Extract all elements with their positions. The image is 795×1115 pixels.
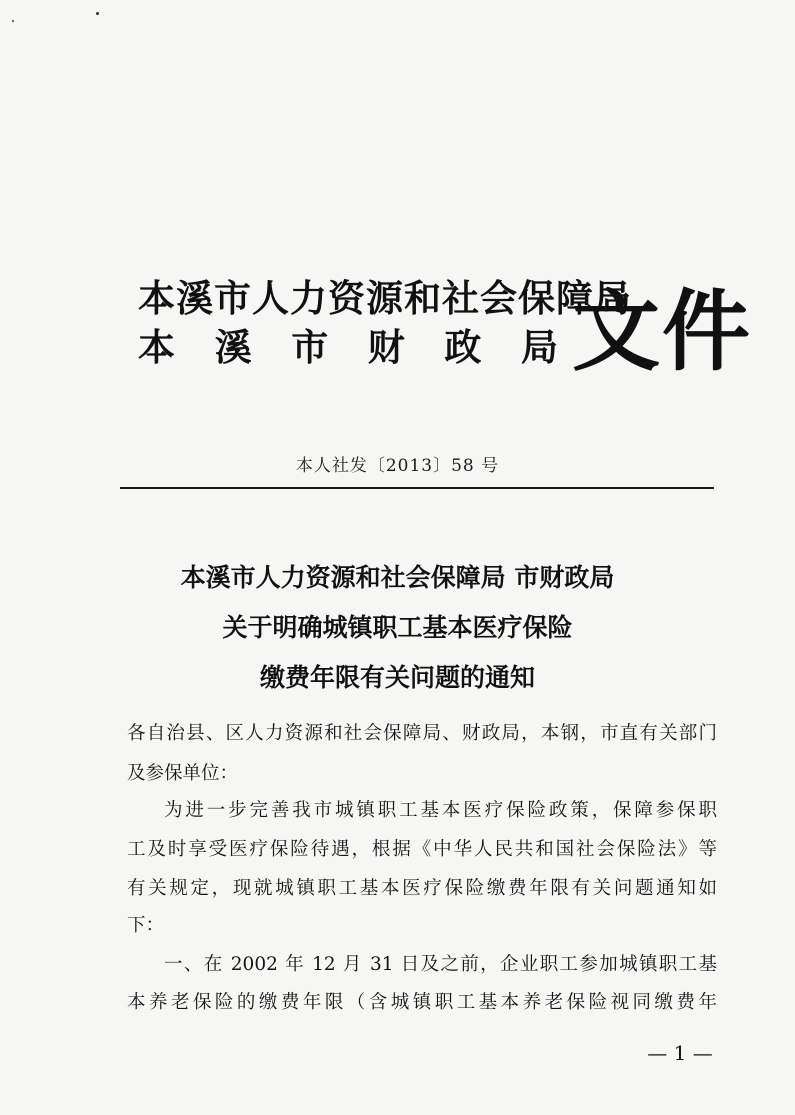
paragraph-1-line-1: 为进一步完善我市城镇职工基本医疗保险政策，保障参保职 bbox=[164, 800, 717, 821]
paragraph-1-line-4: 下： bbox=[127, 915, 165, 936]
addressee-line-2: 及参保单位： bbox=[127, 763, 239, 784]
header-divider bbox=[120, 487, 714, 489]
issuer-char: 本 bbox=[138, 326, 175, 369]
issuer-line-2 bbox=[138, 328, 558, 368]
document-word: 文件 bbox=[572, 279, 753, 383]
issuer-char: 局 bbox=[520, 326, 558, 369]
page-number: — 1 — bbox=[647, 1041, 713, 1065]
issuer-char: 财 bbox=[367, 326, 405, 369]
scan-speck bbox=[96, 12, 99, 15]
document-number: 本人社发〔2013〕58 号 bbox=[295, 456, 500, 476]
paragraph-2-line-2: 本养老保险的缴费年限（含城镇职工基本养老保险视同缴费年 bbox=[127, 992, 717, 1013]
paragraph-1-line-3: 有关规定，现就城镇职工基本医疗保险缴费年限有关问题通知如 bbox=[127, 878, 717, 899]
paragraph-2-line-1: 一、在 2002 年 12 月 31 日及之前，企业职工参加城镇职工基 bbox=[164, 954, 717, 975]
issuer-line-1: 本溪市人力资源和社会保障局 bbox=[138, 277, 632, 320]
scan-speck bbox=[12, 20, 14, 22]
title-line-2: 关于明确城镇职工基本医疗保险 bbox=[222, 613, 573, 642]
addressee-line-1: 各自治县、区人力资源和社会保障局、财政局，本钢，市直有关部门 bbox=[127, 723, 717, 744]
paragraph-1-line-2: 工及时享受医疗保险待遇，根据《中华人民共和国社会保险法》等 bbox=[127, 839, 717, 860]
title-line-1: 本溪市人力资源和社会保障局 市财政局 bbox=[180, 563, 615, 592]
issuer-char: 政 bbox=[444, 326, 482, 369]
issuer-char: 市 bbox=[291, 326, 329, 369]
title-line-3: 缴费年限有关问题的通知 bbox=[259, 663, 535, 692]
issuer-char: 溪 bbox=[214, 326, 252, 369]
